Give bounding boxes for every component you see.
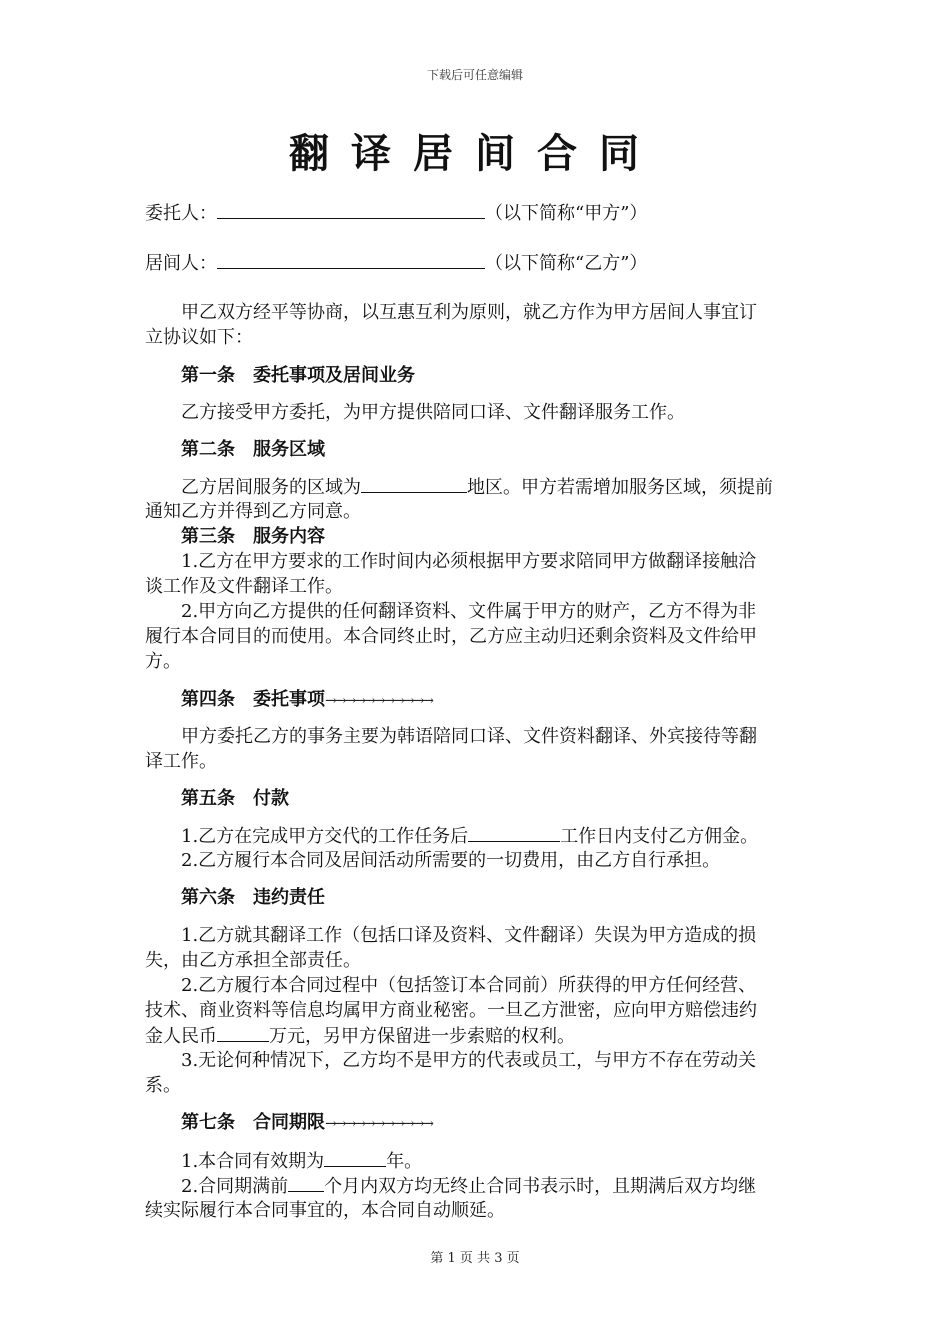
article-1-heading: 第一条 委托事项及居间业务: [181, 365, 415, 386]
years-blank[interactable]: [324, 1148, 386, 1167]
article-6-heading: 第六条 违约责任: [181, 887, 325, 908]
article-7-item-2-a: 2.合同期满前: [181, 1176, 289, 1197]
months-blank[interactable]: [288, 1173, 324, 1192]
article-7-item-2-b: 个月内双方均无终止合同书表示时，且期满后双方均继: [324, 1176, 757, 1197]
tab-arrows-icon: →→→→→→→→→→→: [325, 1116, 433, 1132]
article-4-heading-line: [181, 687, 432, 714]
article-5-item-2: 2.乙方履行本合同及居间活动所需要的一切费用，由乙方自行承担。: [181, 850, 721, 871]
party-b-suffix: （以下简称“乙方”）: [485, 253, 648, 274]
article-2-text-b: 地区。甲方若需增加服务区域，须提前: [467, 477, 773, 498]
article-5-item-1: [181, 823, 758, 850]
amount-blank[interactable]: [217, 1023, 269, 1042]
article-7-item-2: [181, 1173, 756, 1200]
article-3-item-2c: 方。: [145, 651, 181, 672]
article-2-heading: 第二条 服务区域: [181, 439, 325, 460]
article-4-heading: 第四条 委托事项: [181, 689, 325, 710]
party-a-label: 委托人：: [145, 203, 217, 224]
tab-arrows-icon: →→→→→→→→→→→: [325, 693, 433, 709]
article-6-item-2a: 2.乙方履行本合同过程中（包括签订本合同前）所获得的甲方任何经营、: [181, 975, 757, 996]
article-2-line-2: 通知乙方并得到乙方同意。: [145, 501, 361, 522]
article-3-item-1a: 1.乙方在甲方要求的工作时间内必须根据甲方要求陪同甲方做翻译接触洽: [181, 551, 757, 572]
article-3-item-1b: 谈工作及文件翻译工作。: [145, 576, 343, 597]
page-footer: 第 1 页 共 3 页: [430, 1251, 520, 1266]
article-4-line-1: 甲方委托乙方的事务主要为韩语陪同口译、文件资料翻译、外宾接待等翻: [181, 726, 757, 747]
article-6-item-1a: 1.乙方就其翻译工作（包括口译及资料、文件翻译）失误为甲方造成的损: [181, 925, 757, 946]
header-note: 下载后可任意编辑: [426, 68, 523, 82]
article-4-line-2: 译工作。: [145, 751, 217, 772]
party-b-blank[interactable]: [217, 250, 485, 269]
article-6-item-3b: 系。: [145, 1075, 181, 1096]
article-1-text: 乙方接受甲方委托，为甲方提供陪同口译、文件翻译服务工作。: [181, 402, 685, 423]
article-6-item-3a: 3.无论何种情况下，乙方均不是甲方的代表或员工，与甲方不存在劳动关: [181, 1050, 757, 1071]
article-7-item-1-b: 年。: [386, 1151, 423, 1172]
article-5-heading: 第五条 付款: [181, 788, 289, 809]
intro-line-1: 甲乙双方经平等协商，以互惠互利为原则，就乙方作为甲方居间人事宜订: [181, 302, 757, 323]
article-2-text-a: 乙方居间服务的区域为: [181, 477, 361, 498]
article-6-item-2c-a: 金人民币: [145, 1026, 217, 1047]
party-a-suffix: （以下简称“甲方”）: [485, 203, 648, 224]
article-3-heading: 第三条 服务内容: [181, 526, 325, 547]
article-7-item-1-a: 1.本合同有效期为: [181, 1151, 325, 1172]
article-2-line-1: [181, 474, 773, 501]
party-b-label: 居间人：: [145, 253, 217, 274]
article-6-item-2b: 技术、商业资料等信息均属甲方商业秘密。一旦乙方泄密，应向甲方赔偿违约: [145, 1000, 757, 1021]
article-6-item-1b: 失，由乙方承担全部责任。: [145, 950, 361, 971]
party-a-line: [145, 200, 647, 227]
document-title: 翻译居间合同: [289, 130, 661, 177]
article-7-item-1: [181, 1148, 422, 1175]
region-blank[interactable]: [361, 474, 467, 493]
article-7-heading-line: [181, 1110, 432, 1137]
article-6-item-2c: [145, 1023, 575, 1050]
article-7-item-2c: 续实际履行本合同事宜的，本合同自动顺延。: [145, 1200, 505, 1221]
article-6-item-2c-b: 万元，另甲方保留进一步索赔的权利。: [269, 1026, 575, 1047]
article-5-item-1-b: 工作日内支付乙方佣金。: [560, 826, 759, 847]
article-5-item-1-a: 1.乙方在完成甲方交代的工作任务后: [181, 826, 469, 847]
article-3-item-2b: 履行本合同目的而使用。本合同终止时，乙方应主动归还剩余资料及文件给甲: [145, 626, 757, 647]
days-blank[interactable]: [468, 823, 560, 842]
party-b-line: [145, 250, 647, 277]
intro-line-2: 立协议如下：: [145, 327, 253, 348]
party-a-blank[interactable]: [217, 200, 485, 219]
article-3-item-2a: 2.甲方向乙方提供的任何翻译资料、文件属于甲方的财产，乙方不得为非: [181, 601, 757, 622]
article-7-heading: 第七条 合同期限: [181, 1112, 325, 1133]
